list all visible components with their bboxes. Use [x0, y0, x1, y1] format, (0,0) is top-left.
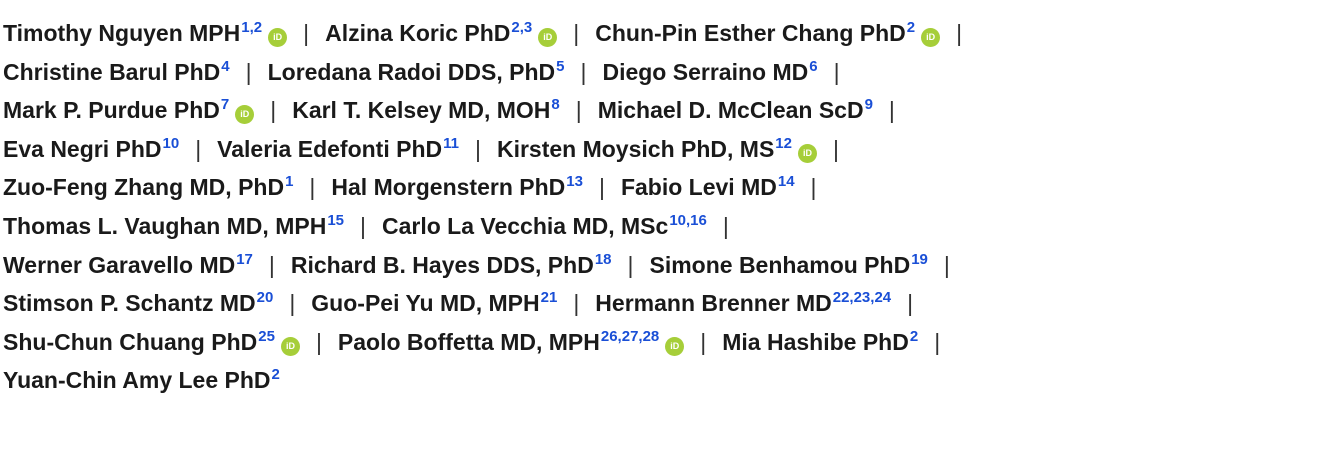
affiliation-link[interactable]: 5 [556, 57, 565, 75]
orcid-icon[interactable]: iD [538, 28, 557, 47]
author-separator: | [289, 290, 296, 317]
affiliation-link[interactable]: 22,23,24 [832, 289, 892, 307]
author-entry [497, 136, 817, 162]
affiliation-link[interactable]: 2 [906, 19, 916, 36]
author-separator: | [573, 20, 580, 46]
author-separator: | [700, 328, 707, 355]
author-name: Paolo Boffetta MD, MPH [337, 328, 600, 355]
affiliation-link[interactable]: 11 [443, 134, 459, 152]
author-entry [722, 329, 918, 355]
author-entry [595, 20, 940, 46]
author-entry [3, 174, 293, 200]
author-name: Timothy Nguyen MPH [3, 20, 241, 46]
author-separator: | [833, 58, 840, 85]
author-separator: | [832, 135, 839, 162]
author-line [3, 323, 1328, 362]
author-separator: | [474, 135, 481, 162]
author-entry [649, 252, 927, 278]
author-separator: | [907, 290, 914, 317]
author-entry [621, 174, 795, 200]
affiliation-link[interactable]: 18 [594, 250, 612, 268]
author-name: Christine Barul PhD [3, 58, 221, 85]
affiliation-link[interactable]: 20 [256, 289, 274, 307]
author-name: Karl T. Kelsey MD, MOH [292, 97, 551, 124]
author-name: Loredana Radoi DDS, PhD [267, 58, 556, 85]
author-entry [268, 59, 565, 85]
author-name: Michael D. McClean ScD [597, 97, 864, 124]
affiliation-link[interactable]: 25 [258, 327, 275, 345]
author-name: Mark P. Purdue PhD [3, 97, 220, 124]
author-separator: | [360, 212, 366, 239]
affiliation-link[interactable]: 21 [540, 289, 558, 307]
author-entry [3, 136, 179, 162]
author-name: Simone Benhamou PhD [649, 251, 911, 278]
affiliation-link[interactable]: 10,16 [669, 211, 707, 229]
author-line [3, 130, 1328, 169]
affiliation-link[interactable]: 2,3 [511, 19, 533, 36]
author-line [3, 284, 1328, 323]
author-entry [292, 97, 560, 123]
orcid-icon[interactable]: iD [281, 337, 300, 356]
author-separator: | [934, 328, 941, 355]
author-name: Shu-Chun Chuang PhD [3, 328, 258, 355]
orcid-icon[interactable]: iD [921, 28, 940, 47]
affiliation-link[interactable]: 1 [285, 173, 294, 191]
author-separator: | [580, 58, 587, 85]
author-name: Valeria Edefonti PhD [217, 135, 443, 162]
author-entry [3, 290, 273, 316]
author-name: Yuan-Chin Amy Lee PhD [3, 367, 271, 394]
author-separator: | [888, 97, 895, 124]
author-separator: | [575, 97, 582, 124]
affiliation-link[interactable]: 15 [327, 211, 344, 229]
affiliation-link[interactable]: 10 [162, 134, 180, 152]
author-entry [325, 20, 557, 46]
affiliation-link[interactable]: 19 [911, 250, 928, 268]
author-name: Stimson P. Schantz MD [3, 290, 256, 317]
affiliation-link[interactable]: 2 [271, 366, 280, 384]
author-name: Guo-Pei Yu MD, MPH [311, 290, 540, 317]
author-name: Hermann Brenner MD [595, 290, 832, 317]
author-entry [3, 213, 344, 239]
author-separator: | [245, 58, 252, 85]
author-entry [291, 252, 612, 278]
author-line [3, 207, 1328, 246]
author-entry [3, 97, 254, 123]
author-name: Richard B. Hayes DDS, PhD [290, 251, 594, 278]
orcid-icon[interactable]: iD [268, 28, 287, 47]
orcid-icon[interactable]: iD [665, 337, 684, 356]
author-separator: | [315, 328, 322, 355]
author-name: Chun-Pin Esther Chang PhD [595, 20, 906, 46]
affiliation-link[interactable]: 13 [566, 173, 583, 191]
author-separator: | [309, 174, 316, 201]
author-entry [598, 97, 873, 123]
author-name: Kirsten Moysich PhD, MS [496, 135, 775, 162]
author-entry [338, 329, 684, 355]
author-entry [602, 59, 817, 85]
orcid-icon[interactable]: iD [798, 144, 817, 163]
author-entry [311, 290, 557, 316]
author-separator: | [722, 212, 729, 239]
author-separator: | [627, 251, 634, 278]
affiliation-link[interactable]: 4 [221, 57, 230, 75]
author-separator: | [943, 251, 950, 278]
affiliation-link[interactable]: 6 [809, 57, 818, 75]
author-name: Zuo-Feng Zhang MD, PhD [3, 174, 285, 201]
affiliation-link[interactable]: 26,27,28 [600, 327, 660, 345]
affiliation-link[interactable]: 12 [775, 134, 792, 152]
author-line [3, 91, 1328, 130]
author-name: Eva Negri PhD [3, 135, 162, 162]
author-separator: | [956, 20, 963, 46]
author-separator: | [598, 174, 605, 201]
author-entry [595, 290, 891, 316]
author-name: Hal Morgenstern PhD [331, 174, 566, 201]
author-name: Mia Hashibe PhD [722, 328, 909, 355]
affiliation-link[interactable]: 8 [551, 96, 560, 114]
affiliation-link[interactable]: 14 [777, 173, 795, 191]
author-entry [217, 136, 459, 162]
affiliation-link[interactable]: 2 [909, 327, 919, 345]
author-entry [3, 367, 280, 393]
affiliation-link[interactable]: 1,2 [241, 19, 263, 36]
author-entry [3, 252, 253, 278]
author-separator: | [270, 97, 277, 124]
author-separator: | [573, 290, 580, 317]
author-line [3, 246, 1328, 285]
author-entry [331, 174, 583, 200]
author-separator: | [268, 251, 275, 278]
author-separator: | [303, 20, 310, 46]
affiliation-link[interactable]: 17 [236, 250, 253, 268]
author-name: Werner Garavello MD [3, 251, 236, 278]
affiliation-link[interactable]: 9 [864, 96, 873, 114]
author-name: Thomas L. Vaughan MD, MPH [3, 212, 327, 239]
author-entry [3, 329, 300, 355]
author-name: Alzina Koric PhD [325, 20, 511, 46]
orcid-icon[interactable]: iD [235, 105, 254, 124]
author-entry [3, 20, 287, 46]
author-separator: | [810, 174, 817, 201]
author-entry [382, 213, 707, 239]
author-line [3, 168, 1328, 207]
author-entry [3, 59, 230, 85]
author-line [3, 361, 1328, 400]
affiliation-link[interactable]: 7 [220, 96, 230, 114]
author-line [3, 14, 1328, 53]
author-separator: | [195, 135, 202, 162]
author-name: Fabio Levi MD [620, 174, 777, 201]
author-name: Carlo La Vecchia MD, MSc [381, 212, 669, 239]
author-line [3, 53, 1328, 92]
author-name: Diego Serraino MD [602, 58, 809, 85]
